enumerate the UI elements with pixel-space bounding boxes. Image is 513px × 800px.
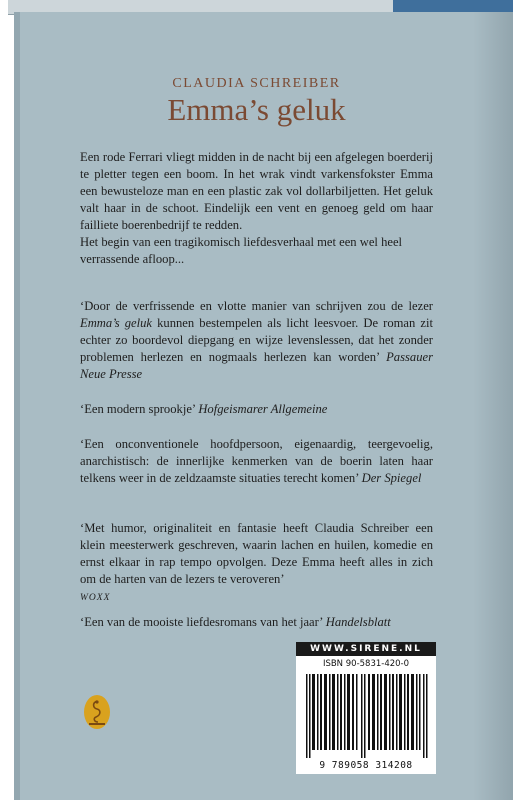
review-2-text: ‘Een modern sprookje’ — [80, 402, 199, 416]
review-1-text-b: kunnen bestempelen als licht leesvoer. De roman zit echter zo boordevol diepgang en wijze levenslessen, dat het zonder problemen herlezen en nogmaals herlezen kan worden’ — [80, 316, 433, 364]
author-name: CLAUDIA SCHREIBER — [172, 76, 341, 91]
summary-paragraph-2: Het begin van een tragikomisch liefdesverhaal met een wel heel verrassende afloop... — [80, 235, 403, 266]
review-2 — [80, 401, 433, 418]
review-4 — [80, 520, 433, 607]
book-title: Emma’s geluk — [167, 92, 346, 127]
review-4-source: WOXX — [80, 593, 111, 603]
review-1-text-a: ‘Door de verfrissende en vlotte manier van schrijven zou de lezer — [80, 299, 433, 313]
review-5 — [80, 614, 433, 631]
summary-paragraph-1: Een rode Ferrari vliegt midden in de nacht bij een afgelegen boerderij te pletter tegen een boom. In het wrak vindt varkensfokster Emma een bewusteloze man en een plastic zak vol dollarbiljetten. Het geluk valt haar in de schoot. Eindelijk een vent en genoeg geld om haar failliete boerenbedrijf te redden. — [80, 150, 433, 232]
barcode-number: 9 789058 314208 — [319, 760, 413, 771]
review-3 — [80, 436, 433, 487]
website-label: WWW.SIRENE.NL — [296, 642, 436, 656]
review-5-source: Handelsblatt — [325, 615, 391, 629]
review-5-text: ‘Een van de mooiste liefdesromans van het jaar’ — [80, 615, 326, 629]
siren-logo-icon — [83, 694, 111, 730]
review-1-text — [80, 299, 433, 381]
barcode-bars — [306, 674, 428, 758]
review-4-text: ‘Met humor, originaliteit en fantasie heeft Claudia Schreiber een klein meesterwerk geschreven, waarin lachen en huilen, komedie en ernst elkaar in rap tempo opvolgen. Deze Emma heeft alles in zich om de harten van de lezers te veroveren’ — [80, 521, 433, 586]
review-3-source: Der Spiegel — [361, 471, 422, 485]
review-3-text: ‘Een onconventionele hoofdpersoon, eigenaardig, teergevoelig, anarchistisch: de innerlijke kenmerken van de boerin laten haar telkens weer in de zeldzaamste situaties terecht komen’ — [80, 437, 433, 485]
review-1-source: Passauer Neue Presse — [80, 350, 433, 381]
summary-block — [80, 149, 433, 268]
review-1-book-title: Emma’s geluk — [80, 316, 153, 330]
review-1 — [80, 298, 433, 383]
isbn-label: ISBN 90-5831-420-0 — [322, 659, 410, 669]
review-2-source: Hofgeismarer Allgemeine — [198, 402, 328, 416]
